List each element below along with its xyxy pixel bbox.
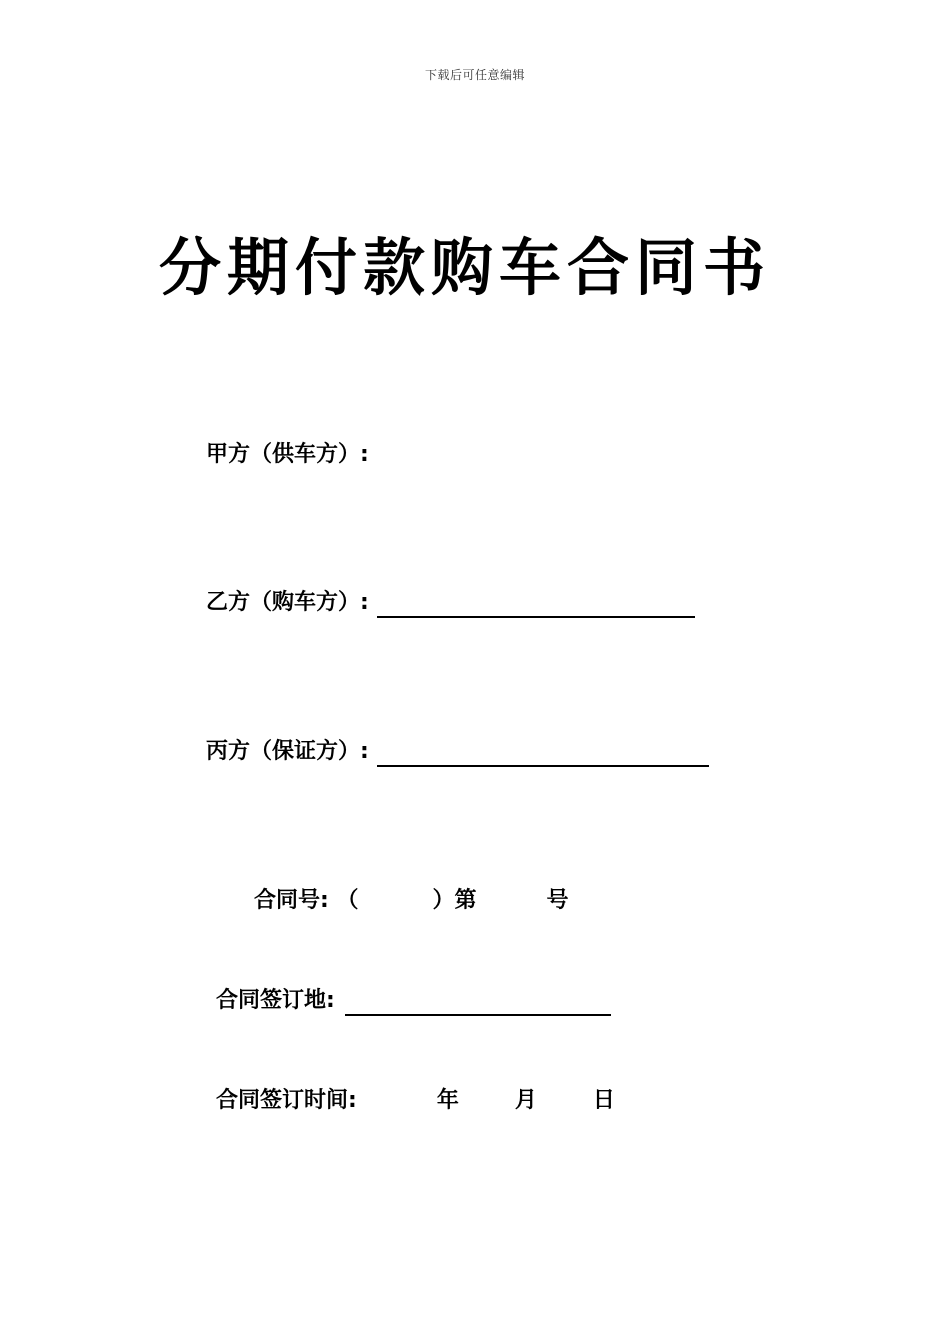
party-a-label: 甲方（供车方）: bbox=[206, 442, 369, 467]
party-c-label: 丙方（保证方）: bbox=[206, 739, 369, 764]
contract-number-close-paren: ）第 bbox=[432, 888, 477, 913]
document-title: 分期付款购车合同书 bbox=[158, 231, 771, 304]
party-c-field bbox=[206, 737, 709, 767]
signing-time-field bbox=[216, 1086, 615, 1116]
contract-number-label: 合同号: bbox=[254, 888, 329, 913]
contract-number-hao: 号 bbox=[546, 888, 569, 913]
party-b-blank-line[interactable] bbox=[377, 592, 695, 618]
signing-year-label: 年 bbox=[436, 1088, 459, 1113]
signing-month-label: 月 bbox=[514, 1088, 537, 1113]
party-c-blank-line[interactable] bbox=[377, 741, 709, 767]
signing-place-field bbox=[216, 986, 611, 1016]
signing-day-label: 日 bbox=[592, 1088, 615, 1113]
header-note: 下载后可任意编辑 bbox=[424, 68, 525, 82]
signing-place-blank-line[interactable] bbox=[345, 990, 611, 1016]
party-b-label: 乙方（购车方）: bbox=[206, 590, 369, 615]
signing-time-label: 合同签订时间: bbox=[216, 1088, 357, 1113]
party-b-field bbox=[206, 588, 695, 618]
contract-number-open-paren: （ bbox=[336, 888, 359, 913]
contract-number-field bbox=[254, 886, 569, 916]
party-a-field bbox=[206, 440, 369, 470]
signing-place-label: 合同签订地: bbox=[216, 988, 335, 1013]
